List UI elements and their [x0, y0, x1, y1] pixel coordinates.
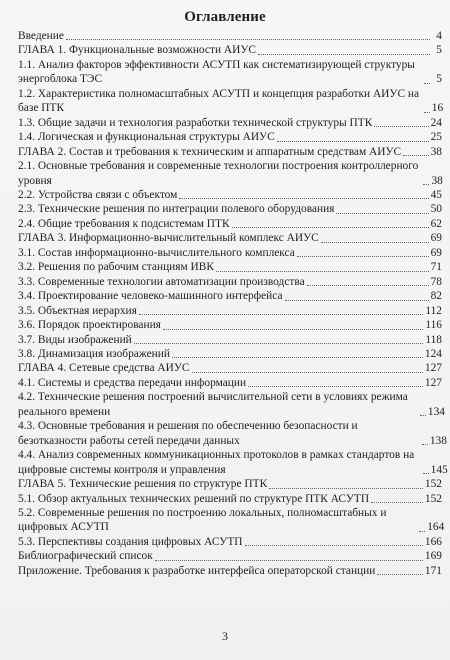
toc-entry-label: 4.3. Основные требования и решения по обеспечению безопасности и безотказности работы сетей передачи данных [18, 420, 358, 447]
toc-entry-label: 3.4. Проектирование человеко-машинного интерфейса [18, 290, 283, 303]
toc-entry-label: ГЛАВА 5. Технические решения по структуре ПТК [18, 478, 268, 491]
toc-entry-page: 166 [424, 535, 442, 548]
dot-leader [422, 444, 428, 445]
toc-entry [18, 87, 442, 116]
dot-leader [307, 285, 429, 286]
toc-entry-page: 116 [425, 319, 442, 332]
dot-leader [258, 54, 430, 55]
toc-entry [18, 506, 445, 535]
toc-entry-label: 3.8. Динамизация изображений [18, 347, 170, 360]
dot-leader [297, 256, 429, 257]
toc-entry-label: 2.3. Технические решения по интеграции полевого оборудования [18, 203, 335, 216]
toc-entry-label: ГЛАВА 4. Сетевые средства АИУС [18, 362, 190, 375]
toc-entry-label: Библиографический список [18, 550, 153, 563]
toc-entry-label: 4.4. Анализ современных коммуникационных протоколов в рамках стандартов на цифровые системы контроля и управления [18, 449, 415, 476]
toc-entry-page: 118 [425, 333, 442, 346]
toc-entry-page: 50 [430, 203, 442, 216]
dot-leader [134, 343, 424, 344]
dot-leader [321, 242, 429, 243]
toc-entry-label: Приложение. Требования к разработке интерфейса операторской станции [18, 564, 376, 577]
toc-entry [18, 246, 442, 260]
toc-entry [18, 361, 442, 375]
toc-entry-page: 169 [424, 550, 442, 563]
dot-leader [424, 112, 430, 113]
dot-leader [285, 300, 429, 301]
toc-entry [18, 58, 442, 87]
toc-entry [18, 289, 442, 303]
dot-leader [269, 488, 423, 489]
dot-leader [245, 545, 423, 546]
toc-entry-page: 78 [430, 275, 442, 288]
dot-leader [163, 329, 423, 330]
toc-entry-label: 3.7. Виды изображений [18, 333, 132, 346]
toc-entry [18, 492, 442, 506]
toc-entry-page: 38 [431, 174, 443, 187]
toc-entry-label: 2.2. Устройства связи с объектом [18, 188, 178, 201]
toc-entry [18, 347, 442, 361]
toc-entry-page: 62 [430, 217, 442, 230]
toc-entry [18, 43, 442, 57]
page-number: 3 [222, 629, 228, 643]
toc-entry-page: 145 [430, 463, 448, 476]
toc-entry [18, 231, 442, 245]
toc-entry-page: 69 [430, 246, 442, 259]
toc-entry-page: 16 [431, 102, 444, 115]
dot-leader [155, 560, 423, 561]
toc-entry-page: 45 [430, 188, 442, 201]
toc-entry [18, 29, 442, 43]
toc-entry [18, 188, 442, 202]
dot-leader [419, 531, 425, 532]
toc-entry-page: 138 [429, 434, 447, 447]
toc-entry-page: 71 [430, 261, 442, 274]
toc-entry [18, 376, 442, 390]
toc-entry-label: ГЛАВА 1. Функциональные возможности АИУС [18, 44, 257, 57]
toc-entry-page: 152 [424, 492, 442, 505]
toc-entry-label: 1.1. Анализ факторов эффективности АСУТП как систематизирующей структуры энергоблока ТЭС [18, 58, 415, 86]
dot-leader [371, 502, 423, 503]
toc-entry-page: 127 [424, 362, 442, 375]
dot-leader [179, 198, 428, 199]
toc-entry-label: 3.2. Решения по рабочим станциям ИВК [18, 261, 214, 274]
dot-leader [232, 227, 429, 228]
toc-entry-label: 2.4. Общие требования к подсистемам ПТК [18, 217, 230, 230]
toc-entry-label: 3.1. Состав информационно-вычислительного комплекса [18, 246, 295, 259]
toc-entry-page: 24 [430, 116, 442, 129]
toc-entry [18, 202, 442, 216]
dot-leader [377, 574, 423, 575]
dot-leader [423, 184, 429, 185]
toc-entry-label: 3.6. Порядок проектирования [18, 319, 161, 332]
toc-title: Оглавление [184, 9, 266, 25]
dot-leader [420, 415, 426, 416]
toc-entry [18, 333, 442, 347]
toc-entry-label: 1.3. Общие задачи и технология разработки технической структуры ПТК [18, 116, 373, 129]
toc-entry-label: ГЛАВА 3. Информационно-вычислительный комплекс АИУС [18, 232, 319, 245]
toc-entry-page: 124 [424, 347, 442, 360]
dot-leader [192, 372, 423, 373]
toc-entry-page: 82 [430, 290, 442, 303]
toc-entry-label: 4.1. Системы и средства передачи информации [18, 376, 247, 389]
table-of-contents [18, 29, 448, 578]
toc-entry-page: 134 [427, 405, 445, 418]
toc-entry-label: Введение [18, 30, 64, 42]
toc-entry-page: 69 [430, 232, 442, 245]
toc-entry-label: 5.2. Современные решения по построению локальных, полномасштабных и цифровых АСУТП [18, 506, 387, 534]
toc-entry [18, 116, 442, 130]
toc-entry [18, 130, 442, 144]
toc-entry-label: 5.3. Перспективы создания цифровых АСУТП [18, 535, 243, 548]
dot-leader [423, 473, 429, 474]
toc-entry [18, 217, 442, 231]
toc-entry-page: 5 [436, 44, 442, 57]
dot-leader [66, 39, 430, 40]
dot-leader [374, 126, 428, 127]
toc-entry [18, 304, 442, 318]
toc-entry [18, 477, 442, 491]
toc-entry [18, 145, 442, 159]
dot-leader [403, 155, 428, 156]
toc-entry-page: 5 [436, 73, 442, 86]
toc-entry [18, 159, 442, 188]
toc-entry-page: 38 [430, 145, 442, 158]
toc-entry [18, 419, 447, 448]
toc-entry [18, 390, 445, 419]
toc-entry-label: 1.2. Характеристика полномасштабных АСУТП и концепция разработки АИУС на базе ПТК [18, 87, 420, 115]
toc-entry-label: 5.1. Обзор актуальных технических решений по структуре ПТК АСУТП [18, 492, 370, 505]
toc-entry [18, 564, 442, 578]
toc-entry-label: 3.3. Современные технологии автоматизации производства [18, 275, 305, 288]
toc-entry-label: ГЛАВА 2. Состав и требования к техническим и аппаратным средствам АИУС [18, 145, 402, 158]
dot-leader [277, 141, 429, 142]
toc-entry-page: 164 [427, 521, 445, 534]
dot-leader [248, 386, 423, 387]
toc-entry-page: 152 [424, 478, 442, 491]
toc-entry-page: 25 [430, 131, 442, 144]
dot-leader [216, 271, 429, 272]
toc-entry-page: 112 [425, 304, 442, 317]
toc-entry-label: 2.1. Основные требования и современные технологии построения контроллерного уровня [18, 160, 419, 187]
toc-entry [18, 535, 442, 549]
toc-entry-label: 4.2. Технические решения построений вычислительной сети в условиях режима реального времени [18, 391, 408, 418]
toc-entry [18, 260, 442, 274]
toc-entry [18, 318, 442, 332]
toc-entry-label: 3.5. Объектная иерархия [18, 304, 137, 317]
dot-leader [172, 357, 423, 358]
dot-leader [139, 314, 423, 315]
toc-entry [18, 275, 442, 289]
dot-leader [424, 83, 430, 84]
toc-entry-page: 127 [424, 376, 442, 389]
toc-entry [18, 448, 448, 477]
toc-entry [18, 549, 442, 563]
toc-entry-label: 1.4. Логическая и функциональная структуры АИУС [18, 131, 275, 144]
toc-entry-page: 171 [424, 564, 442, 577]
dot-leader [336, 213, 428, 214]
toc-entry-page: 4 [436, 30, 442, 42]
